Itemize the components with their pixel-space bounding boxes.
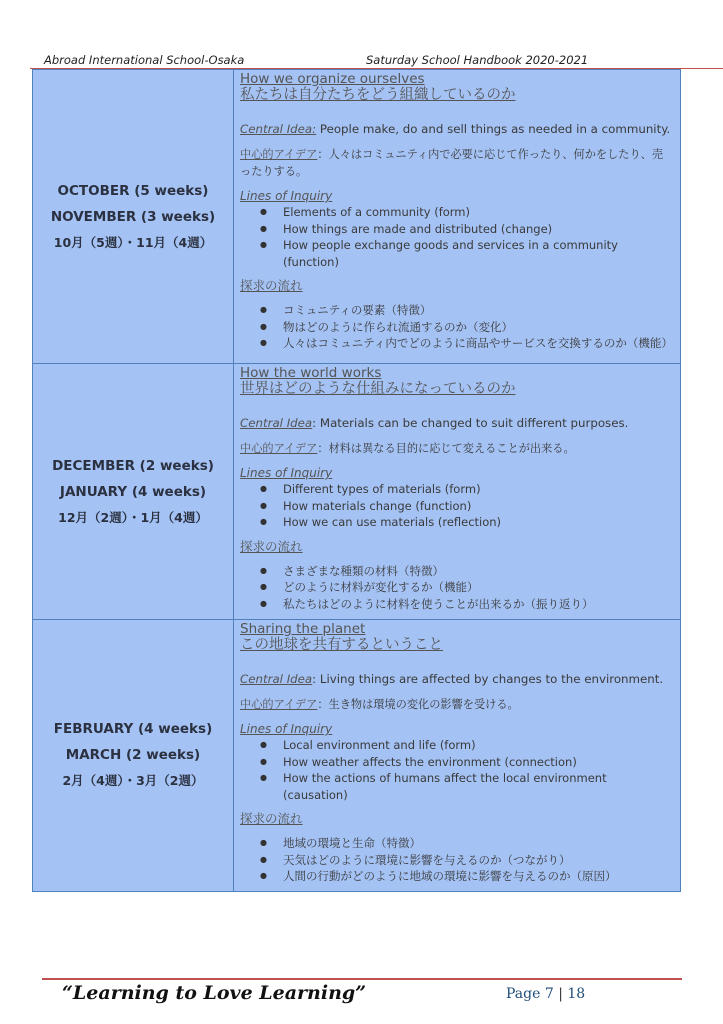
list-item: ● How people exchange goods and services in a community (function) <box>260 237 674 270</box>
unit-month-1: DECEMBER (2 weeks) <box>52 457 214 474</box>
unit-theme-jp: 私たちは自分たちをどう組織しているのか <box>240 87 516 103</box>
central-idea-jp-text: ：生き物は環境の変化の影響を受ける。 <box>317 698 519 711</box>
inquiry-flow-heading: 探求の流れ <box>240 278 303 293</box>
unit-content-cell <box>234 70 681 364</box>
lines-of-inquiry-heading: Lines of Inquiry <box>240 722 333 736</box>
lines-of-inquiry-list <box>240 481 674 531</box>
central-idea-jp-label: 中心的アイデア <box>240 442 318 455</box>
unit-month-1: FEBRUARY (4 weeks) <box>53 721 213 738</box>
central-idea-text: : Living things are affected by changes to the environment. <box>312 672 664 686</box>
unit-months-cell <box>33 364 234 620</box>
central-idea-jp-label: 中心的アイデア <box>240 698 318 711</box>
central-idea-jp <box>240 440 674 457</box>
central-idea-text: People make, do and sell things as needed in a community. <box>316 122 671 136</box>
unit-month-2: NOVEMBER (3 weeks) <box>50 208 216 225</box>
list-item: ● Local environment and life (form) <box>260 737 674 754</box>
header-handbook-title: Saturday School Handbook 2020-2021 <box>366 53 589 67</box>
page-number <box>506 986 585 1002</box>
central-idea <box>240 121 674 138</box>
central-idea-jp-label: 中心的アイデア <box>240 148 318 161</box>
unit-theme-en: Sharing the planet <box>240 621 366 637</box>
unit-content-cell <box>234 620 681 892</box>
list-item: ● 人々はコミュニティ内でどのように商品やサービスを交換するのか（機能） <box>260 335 674 352</box>
list-item: ● How the actions of humans affect the local environment (causation) <box>260 770 674 803</box>
lines-of-inquiry-heading: Lines of Inquiry <box>240 466 333 480</box>
list-item: ● How things are made and distributed (change) <box>260 221 674 238</box>
unit-months-jp: 10月（5週）・11月（4週） <box>53 234 213 250</box>
page-current: 7 <box>544 986 554 1002</box>
lines-of-inquiry-list <box>240 204 674 270</box>
header-school-name: Abroad International School-Osaka <box>44 53 245 67</box>
central-idea-jp-text: ：人々はコミュニティ内で必要に応じて作ったり、何かをしたり、売ったりする。 <box>240 148 664 178</box>
unit-months-jp: 2月（4週）・3月（2週） <box>62 773 204 789</box>
unit-month-2: MARCH (2 weeks) <box>65 747 201 764</box>
unit-theme-jp: この地球を共有するということ <box>240 637 443 653</box>
central-idea-label: Central Idea <box>240 672 313 686</box>
list-item: ● コミュニティの要素（特徴） <box>260 302 674 319</box>
footer-divider <box>42 978 682 980</box>
list-item: ● How we can use materials (reflection) <box>260 514 674 531</box>
unit-row <box>33 70 681 364</box>
central-idea-label: Central Idea: <box>240 122 317 136</box>
unit-month-2: JANUARY (4 weeks) <box>59 483 207 500</box>
list-item: ● How materials change (function) <box>260 498 674 515</box>
lines-of-inquiry-list <box>240 737 674 803</box>
list-item: ● 物はどのように作られ流通するのか（変化） <box>260 319 674 336</box>
unit-month-1: OCTOBER (5 weeks) <box>57 182 209 199</box>
footer-motto: “Learning to Love Learning” <box>62 982 367 1004</box>
inquiry-flow-heading: 探求の流れ <box>240 811 303 826</box>
unit-months-cell <box>33 620 234 892</box>
list-item: ● Different types of materials (form) <box>260 481 674 498</box>
list-item: ● How weather affects the environment (connection) <box>260 754 674 771</box>
page-label: Page <box>506 986 541 1002</box>
unit-schedule-table <box>32 69 681 892</box>
central-idea-jp <box>240 146 674 180</box>
inquiry-flow-heading: 探求の流れ <box>240 538 303 554</box>
central-idea-jp-text: ：材料は異なる目的に応じて変えることが出来る。 <box>317 442 575 455</box>
inquiry-flow-list <box>240 835 674 885</box>
central-idea <box>240 671 674 688</box>
unit-content-cell <box>234 364 681 620</box>
list-item: ● 天気はどのように環境に影響を与えるのか（つながり） <box>260 852 674 869</box>
list-item: ● さまざまな種類の材料（特徴） <box>260 563 674 580</box>
list-item: ● 地域の環境と生命（特徴） <box>260 835 674 852</box>
lines-of-inquiry-heading: Lines of Inquiry <box>240 189 333 203</box>
unit-theme-jp: 世界はどのような仕組みになっているのか <box>240 381 516 397</box>
unit-row <box>33 364 681 620</box>
central-idea-text: : Materials can be changed to suit different purposes. <box>312 416 629 430</box>
central-idea-label: Central Idea <box>240 416 313 430</box>
unit-theme-en: How we organize ourselves <box>240 71 425 87</box>
central-idea <box>240 415 674 432</box>
page-total: 18 <box>567 986 586 1002</box>
unit-row <box>33 620 681 892</box>
list-item: ● 人間の行動がどのように地域の環境に影響を与えるのか（原因） <box>260 868 674 885</box>
list-item: ● どのように材料が変化するか（機能） <box>260 579 674 596</box>
unit-theme-en: How the world works <box>240 365 382 381</box>
central-idea-jp <box>240 696 674 713</box>
inquiry-flow-list <box>240 563 674 613</box>
list-item: ● Elements of a community (form) <box>260 204 674 221</box>
inquiry-flow-list <box>240 302 674 352</box>
unit-months-cell <box>33 70 234 364</box>
unit-months-jp: 12月（2週）・1月（4週） <box>58 509 208 525</box>
page-separator: | <box>553 986 568 1002</box>
list-item: ● 私たちはどのように材料を使うことが出来るか（振り返り） <box>260 596 674 613</box>
